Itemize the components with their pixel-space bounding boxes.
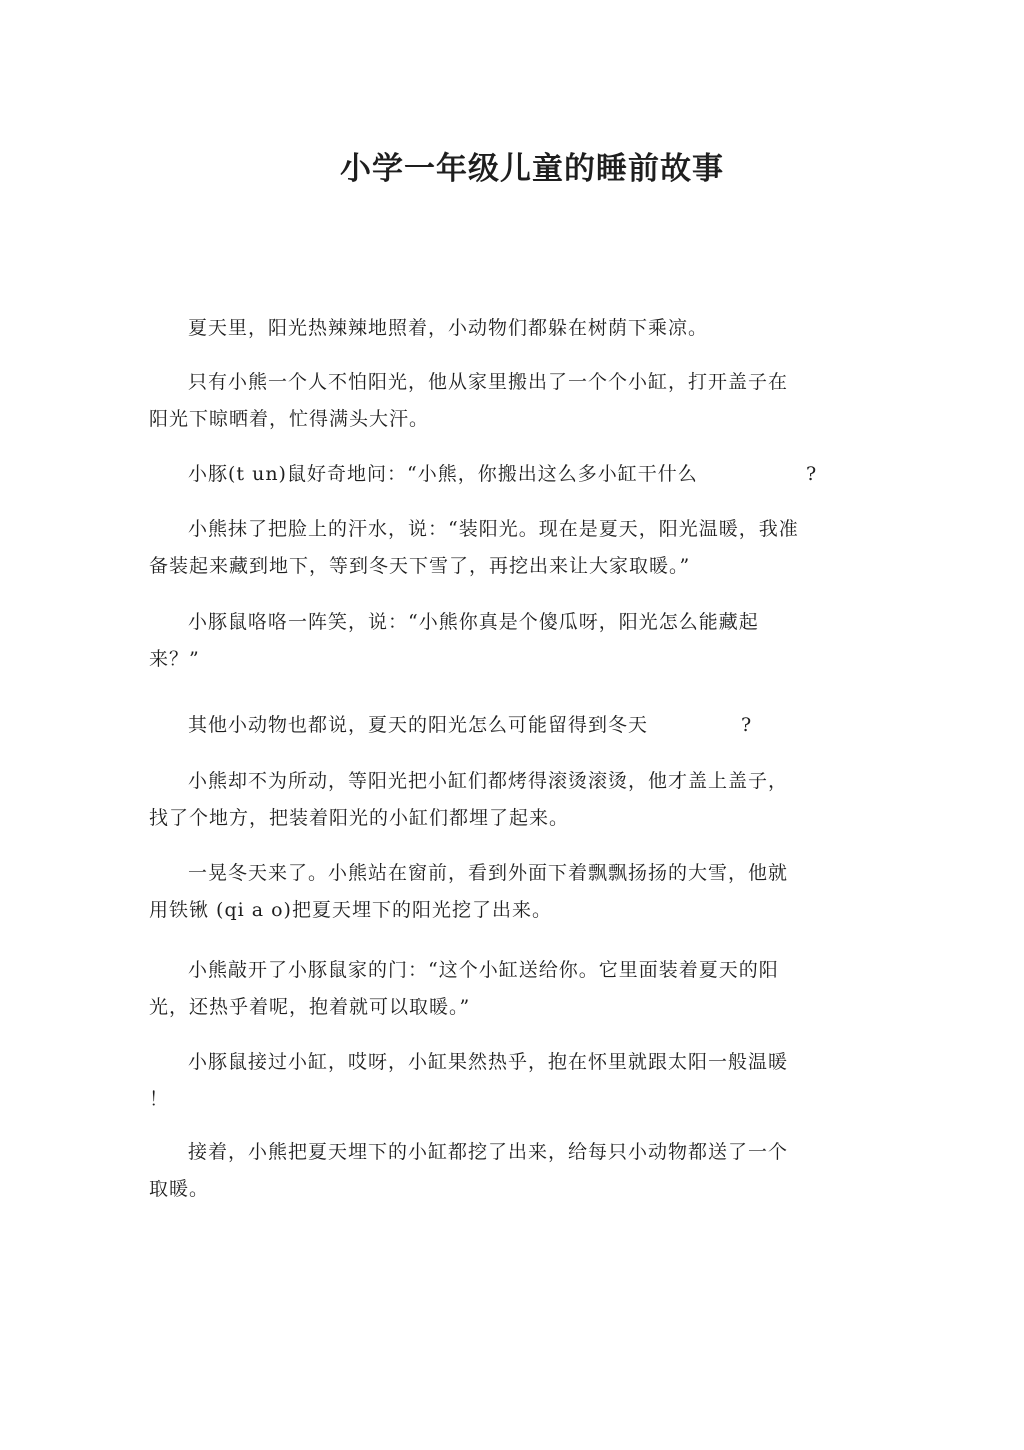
story-paragraph-5: 小豚鼠咯咯一阵笑，说：“小熊你真是个傻瓜呀，阳光怎么能藏起来？” [149,611,759,670]
story-paragraph-10: 小豚鼠接过小缸，哎呀，小缸果然热乎，抱在怀里就跟太阳一般温暖 ！ [149,1051,789,1110]
question-mark-1: ? [806,463,817,485]
story-paragraph-4: 小熊抹了把脸上的汗水，说：“装阳光。现在是夏天，阳光温暖，我准备装起来藏到地下，等到冬天下雪了，再挖出来让大家取暖。” [149,518,799,577]
story-paragraph-3: 小豚(t un)鼠好奇地问：“小熊，你搬出这么多小缸干什么 [188,463,698,485]
story-paragraph-2: 只有小熊一个人不怕阳光，他从家里搬出了一个个小缸，打开盖子在阳光下晾晒着，忙得满头大汗。 [149,371,789,430]
story-paragraph-9: 小熊敲开了小豚鼠家的门：“这个小缸送给你。它里面装着夏天的阳光，还热乎着呢，抱着就可以取暖。” [149,959,779,1018]
story-paragraph-1: 夏天里，阳光热辣辣地照着，小动物们都躲在树荫下乘凉。 [188,317,709,339]
story-paragraph-11: 接着，小熊把夏天埋下的小缸都挖了出来，给每只小动物都送了一个取暖。 [149,1141,789,1200]
document-title: 小学一年级儿童的睡前故事 [340,150,724,187]
story-paragraph-8: 一晃冬天来了。小熊站在窗前，看到外面下着飘飘扬扬的大雪，他就用铁锹 (qi a o)把夏天埋下的阳光挖了出来。 [149,862,789,921]
story-paragraph-6: 其他小动物也都说，夏天的阳光怎么可能留得到冬天 [188,714,649,736]
question-mark-2: ? [741,714,752,736]
story-paragraph-7: 小熊却不为所动，等阳光把小缸们都烤得滚烫滚烫，他才盖上盖子，找了个地方，把装着阳光的小缸们都埋了起来。 [149,770,789,829]
